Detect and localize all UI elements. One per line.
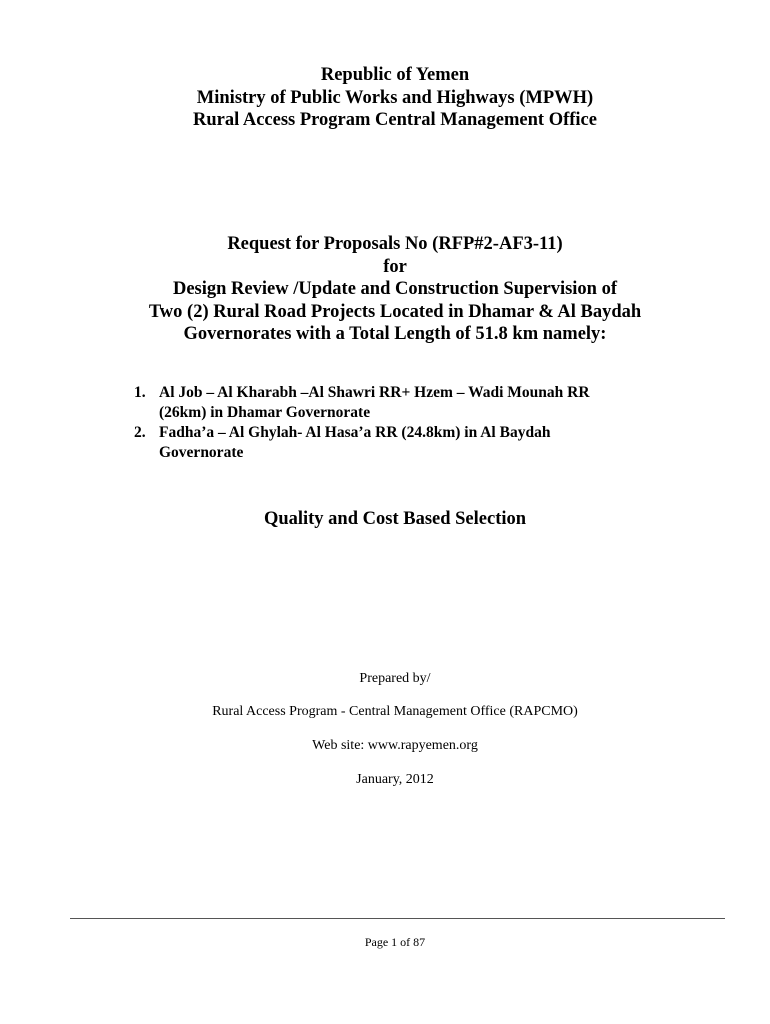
list-item-number: 2. xyxy=(134,424,146,441)
page-number: Page 1 of 87 xyxy=(364,935,426,949)
list-item xyxy=(134,383,694,423)
project-list xyxy=(134,383,694,463)
list-item-text xyxy=(159,383,590,423)
list-item-line: (26km) in Dhamar Governorate xyxy=(159,404,371,421)
website-line: Web site: www.rapyemen.org xyxy=(312,738,478,753)
rfp-scope-line1: Design Review /Update and Construction Supervision of xyxy=(172,279,618,299)
country-name: Republic of Yemen xyxy=(320,65,470,85)
rfp-title-block xyxy=(0,233,770,346)
issuer-header xyxy=(0,64,770,132)
list-item-text xyxy=(159,423,550,463)
office-name: Rural Access Program Central Management Office xyxy=(193,110,597,130)
selection-method: Quality and Cost Based Selection xyxy=(263,509,527,529)
rfp-scope-line3: Governorates with a Total Length of 51.8 km namely: xyxy=(183,324,607,344)
footer-divider xyxy=(70,918,725,919)
ministry-name: Ministry of Public Works and Highways (MPWH) xyxy=(196,87,594,108)
rfp-scope-line2: Two (2) Rural Road Projects Located in Dhamar & Al Baydah xyxy=(148,301,642,322)
rfp-for: for xyxy=(383,256,407,277)
list-item-line: Governorate xyxy=(159,444,244,461)
prepared-by-label: Prepared by/ xyxy=(359,671,431,686)
document-date: January, 2012 xyxy=(356,772,434,787)
rfp-number: Request for Proposals No (RFP#2-AF3-11) xyxy=(227,234,563,254)
list-item-line: Fadha’a – Al Ghylah- Al Hasa’a RR (24.8km) in Al Baydah xyxy=(159,424,551,441)
preparing-office: Rural Access Program - Central Management Office (RAPCMO) xyxy=(212,704,578,719)
list-item xyxy=(134,423,694,463)
list-item-number: 1. xyxy=(134,384,146,401)
list-item-line: Al Job – Al Kharabh –Al Shawri RR+ Hzem – Wadi Mounah RR xyxy=(159,384,590,401)
